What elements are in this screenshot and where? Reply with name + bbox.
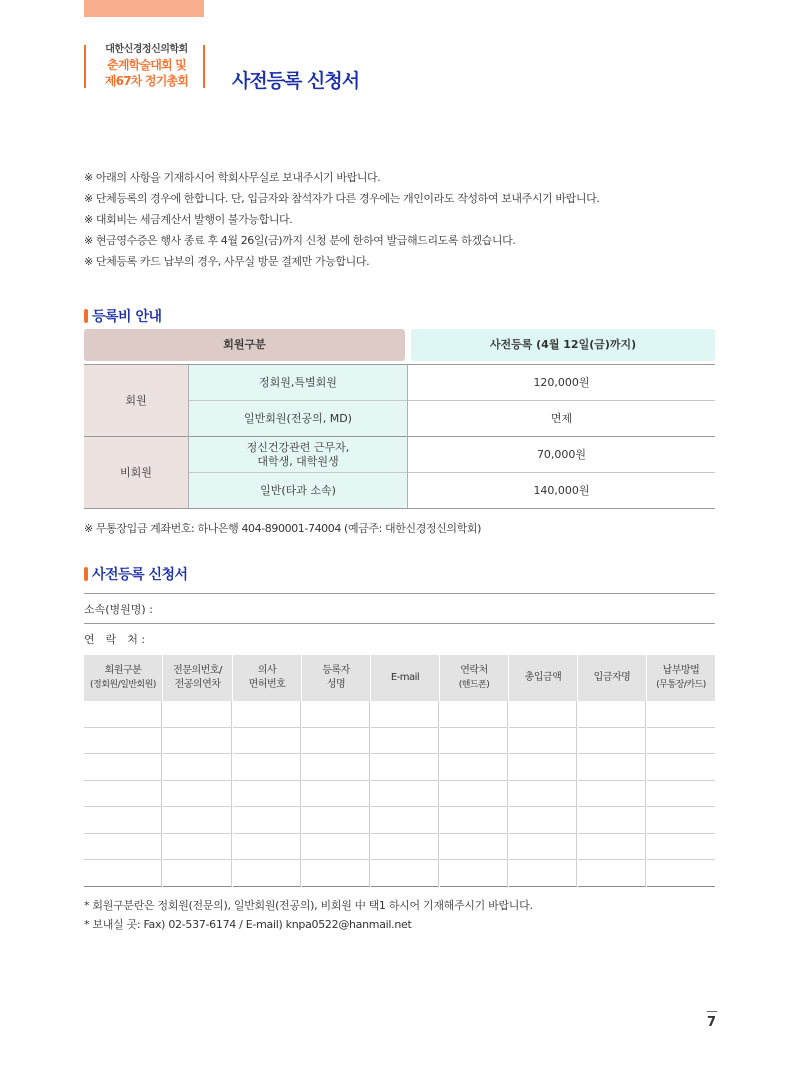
application-table-cell[interactable] (647, 807, 715, 834)
application-table-cell[interactable] (509, 807, 577, 834)
application-header-divider (577, 655, 578, 701)
fee-amount-regular: 120,000원 (533, 375, 590, 389)
application-table-cell[interactable] (84, 860, 162, 887)
application-table-cell[interactable] (440, 701, 508, 728)
application-table-cell[interactable] (233, 754, 301, 781)
application-table-cell[interactable] (163, 807, 232, 834)
application-table-cell[interactable] (578, 728, 646, 755)
application-table-cell[interactable] (302, 807, 370, 834)
notice-item: ※ 단체등록의 경우에 한합니다. 단, 입금자와 참석자가 다른 경우에는 개인이라도 작성하여 보내주시기 바랍니다. (84, 192, 600, 205)
application-table-cell[interactable] (440, 860, 508, 887)
fee-sub-line: 대학생, 대학원생 (257, 454, 339, 468)
footnote-item: * 회원구분란은 정회원(전문의), 일반회원(전공의), 비회원 中 택1 하시어 기재해주시기 바랍니다. (84, 899, 533, 912)
application-table-cell[interactable] (509, 728, 577, 755)
affiliation-label: 소속(병원명) : (84, 603, 153, 616)
page-number: 7 (707, 1015, 717, 1030)
col-label: E-mail (390, 672, 420, 683)
application-table-cell[interactable] (371, 728, 439, 755)
application-table-cell[interactable] (647, 754, 715, 781)
col-sublabel: (정회원/일반회원) (90, 680, 156, 690)
org-name: 대한신경정신의학회 (105, 44, 188, 55)
application-table-cell[interactable] (509, 834, 577, 861)
notice-item: ※ 아래의 사항을 기재하시어 학회사무실로 보내주시기 바랍니다. (84, 171, 381, 184)
application-table-cell[interactable] (509, 781, 577, 808)
application-table-cell[interactable] (578, 834, 646, 861)
col-label: 총입금액 (524, 672, 562, 683)
footnote-list (84, 896, 533, 934)
col-sublabel: 성명 (326, 679, 346, 690)
event-name-line2: 제67차 정기총회 (104, 74, 189, 88)
col-sublabel: 면허번호 (248, 679, 286, 690)
form-line (84, 593, 715, 594)
application-table-cell[interactable] (509, 860, 577, 887)
notice-item: ※ 대회비는 세금계산서 발행이 불가능합니다. (84, 213, 293, 226)
application-header-divider (646, 655, 647, 701)
application-table-cell[interactable] (440, 834, 508, 861)
application-table-cell[interactable] (371, 807, 439, 834)
contact-label: 연 락 처 : (84, 633, 146, 646)
page-title: 사전등록 신청서 (232, 70, 360, 92)
application-section-title: 사전등록 신청서 (92, 567, 188, 583)
application-table-cell[interactable] (163, 834, 232, 861)
application-header-divider (301, 655, 302, 701)
application-table-cell[interactable] (647, 834, 715, 861)
application-table-cell[interactable] (233, 807, 301, 834)
fee-table-line (189, 400, 715, 401)
application-table-cell[interactable] (371, 834, 439, 861)
notice-list (84, 167, 599, 272)
app-col-payment-method (647, 655, 715, 701)
application-table-cell[interactable] (440, 728, 508, 755)
application-table-cell[interactable] (371, 701, 439, 728)
fee-sub-mental-health (189, 437, 407, 472)
application-table-cell[interactable] (440, 754, 508, 781)
col-label: 입금자명 (593, 672, 631, 683)
application-table-cell[interactable] (233, 701, 301, 728)
col-label: 전문의번호/ (173, 665, 222, 676)
fee-table-divider (188, 365, 189, 508)
app-col-phone (440, 655, 508, 701)
application-table-cell[interactable] (509, 754, 577, 781)
fee-table-line (189, 472, 715, 473)
application-table-cell[interactable] (84, 834, 162, 861)
application-table-cell[interactable] (302, 860, 370, 887)
application-table-cell[interactable] (440, 807, 508, 834)
fee-table-divider (407, 365, 408, 508)
application-table-cell[interactable] (84, 781, 162, 808)
app-col-registrant-name (302, 655, 370, 701)
application-table-cell[interactable] (233, 860, 301, 887)
app-col-email (371, 655, 439, 701)
fee-table-line (84, 364, 715, 365)
app-col-member-type (84, 655, 162, 701)
application-table-cell[interactable] (163, 860, 232, 887)
application-table-cell[interactable] (84, 807, 162, 834)
fee-sub-regular: 정회원,특별회원 (189, 365, 407, 400)
fee-header-preregistration: 사전등록 (4월 12일(금)까지) (411, 329, 715, 361)
application-table-cell[interactable] (578, 781, 646, 808)
application-table-cell[interactable] (302, 754, 370, 781)
application-header-divider (439, 655, 440, 701)
application-table-cell[interactable] (84, 754, 162, 781)
top-accent-tab (84, 0, 204, 17)
notice-item: ※ 현금영수증은 행사 종료 후 4월 26일(금)까지 신청 분에 한하여 발급해드리도록 하겠습니다. (84, 234, 516, 247)
application-table-cell[interactable] (233, 728, 301, 755)
app-col-total-amount (509, 655, 577, 701)
application-header-divider (370, 655, 371, 701)
col-label: 등록자 (322, 665, 350, 676)
application-table-cell[interactable] (163, 754, 232, 781)
fee-type-nonmember: 비회원 (84, 437, 188, 508)
application-table-cell[interactable] (233, 834, 301, 861)
fee-amount-mental-health: 70,000원 (536, 447, 587, 461)
event-name-line1: 춘계학술대회 및 (107, 58, 186, 72)
application-table-cell[interactable] (371, 754, 439, 781)
application-table-cell[interactable] (302, 701, 370, 728)
col-label: 의사 (257, 665, 277, 676)
application-header-divider (162, 655, 163, 701)
application-table-cell[interactable] (647, 781, 715, 808)
application-table-cell[interactable] (647, 728, 715, 755)
application-section-heading (84, 564, 188, 584)
application-table-cell[interactable] (578, 860, 646, 887)
affiliation-field[interactable] (84, 601, 153, 617)
event-name-block (84, 43, 209, 91)
application-header-divider (232, 655, 233, 701)
header-right-bar (203, 45, 205, 88)
form-line (84, 623, 715, 624)
application-table-cell[interactable] (302, 781, 370, 808)
fee-amount-general: 면제 (550, 411, 573, 425)
col-sublabel: 전공의연차 (174, 679, 221, 690)
footnote-item: * 보내실 곳: Fax) 02-537-6174 / E-mail) knpa0522@hanmail.net (84, 918, 412, 931)
application-table-cell[interactable] (163, 781, 232, 808)
col-sublabel: (핸드폰) (458, 680, 490, 690)
application-table-cell[interactable] (302, 728, 370, 755)
application-table-cell[interactable] (371, 860, 439, 887)
fee-table-line (84, 436, 715, 437)
application-table-cell[interactable] (647, 701, 715, 728)
application-table-cell[interactable] (578, 807, 646, 834)
application-table-cell[interactable] (578, 701, 646, 728)
bank-account-note: ※ 무통장입금 계좌번호: 하나은행 404-890001-74004 (예금주: 대한신경정신의학회) (84, 522, 481, 535)
section-marker (84, 309, 88, 323)
fee-sub-line: 정신건강관련 근무자, (246, 440, 350, 454)
fee-sub-general: 일반회원(전공의, MD) (189, 401, 407, 436)
application-table-cell[interactable] (578, 754, 646, 781)
application-table-cell[interactable] (163, 728, 232, 755)
notice-item: ※ 단체등록 카드 납부의 경우, 사무실 방문 결제만 가능합니다. (84, 255, 370, 268)
page-number-dash (707, 1011, 717, 1012)
application-table-cell[interactable] (509, 701, 577, 728)
fee-section-title: 등록비 안내 (92, 309, 162, 325)
fee-sub-other: 일반(타과 소속) (189, 473, 407, 508)
application-table-cell[interactable] (163, 701, 232, 728)
application-table-cell[interactable] (371, 781, 439, 808)
app-col-license-resident (163, 655, 232, 701)
col-sublabel: (무통장/카드) (656, 680, 706, 690)
application-table-cell[interactable] (647, 860, 715, 887)
col-label: 연락처 (460, 665, 488, 676)
section-marker (84, 567, 88, 581)
application-header-divider (508, 655, 509, 701)
col-label: 회원구분 (104, 665, 142, 676)
contact-field[interactable] (84, 631, 145, 647)
application-table-cell[interactable] (302, 834, 370, 861)
col-label: 납부방법 (662, 665, 700, 676)
app-col-depositor (578, 655, 646, 701)
application-table-cell[interactable] (233, 781, 301, 808)
app-col-doctor-license (233, 655, 301, 701)
fee-section-heading (84, 306, 162, 326)
application-table-cell[interactable] (84, 701, 162, 728)
application-table-cell[interactable] (84, 728, 162, 755)
fee-amount-other: 140,000원 (533, 483, 590, 497)
fee-header-member-type: 회원구분 (84, 329, 405, 361)
fee-table-line (84, 508, 715, 509)
application-table-cell[interactable] (440, 781, 508, 808)
fee-type-member: 회원 (84, 365, 188, 436)
